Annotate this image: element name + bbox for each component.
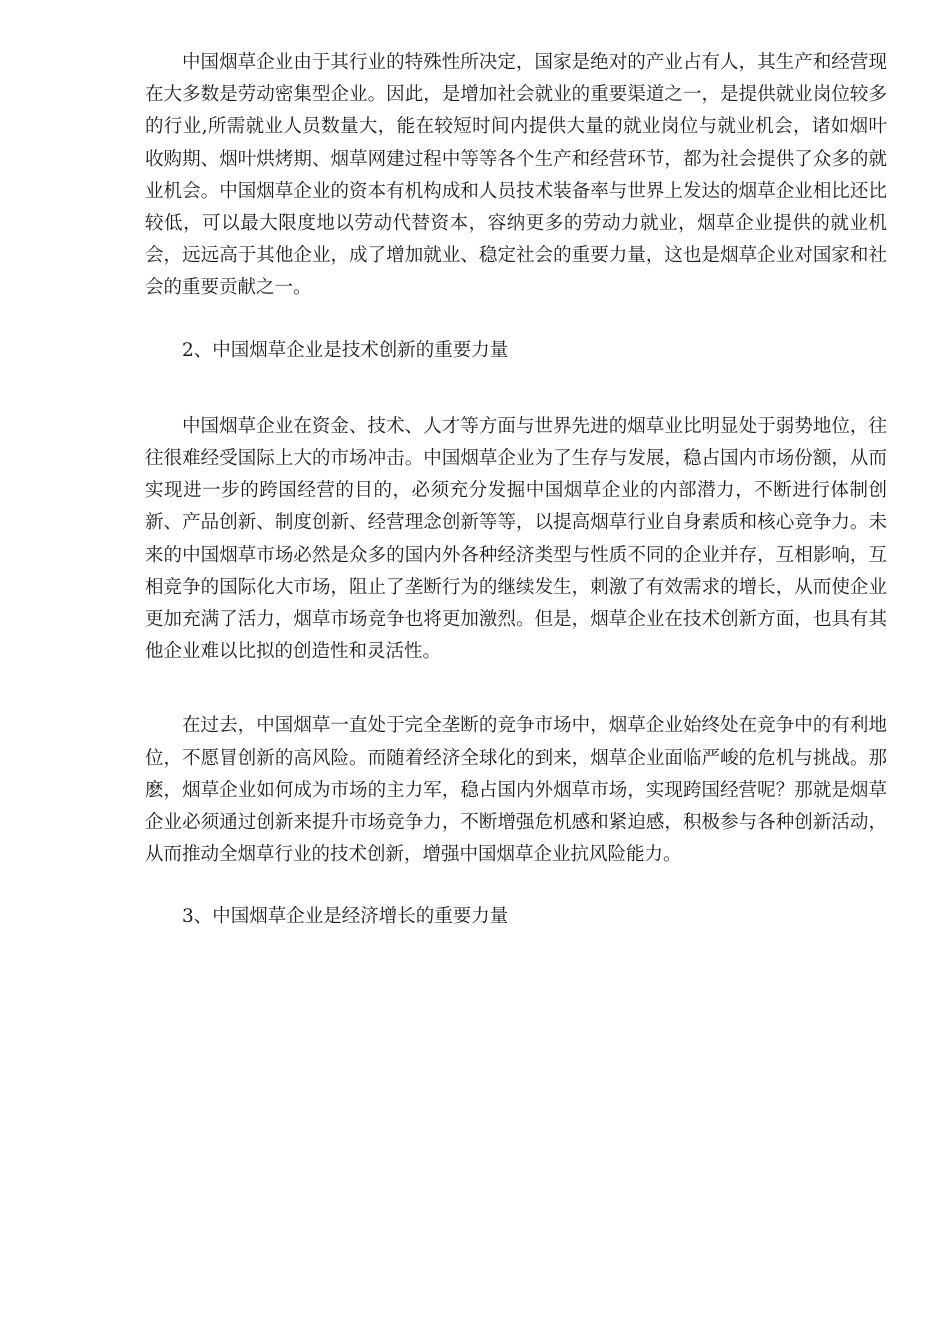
document-body [145,47,887,934]
section-heading-economic-growth: 3、中国烟草企业是经济增长的重要力量 [182,906,509,928]
paragraph-technology-innovation: 中国烟草企业在资金、技术、人才等方面与世界先进的烟草业比明显处于弱势地位，往往很难经受国际上大的市场冲击。中国烟草企业为了生存与发展，稳占国内市场份额，从而实现进一步的跨国经营的目的，必须充分发掘中国烟草企业的内部潜力，不断进行体制创新、产品创新、制度创新、经营理念创新等等，以提高烟草行业自身素质和核心竞争力。未来的中国烟草市场必然是众多的国内外各种经济类型与性质不同的企业并存，互相影响，互相竞争的国际化大市场，阻止了垄断行为的继续发生，刺激了有效需求的增长，从而使企业更加充满了活力，烟草市场竞争也将更加激烈。但是，烟草企业在技术创新方面，也具有其他企业难以比拟的创造性和灵活性。 [145,415,887,663]
paragraph-monopoly-past: 在过去，中国烟草一直处于完全垄断的竞争市场中，烟草企业始终处在竞争中的有利地位，不愿冒创新的高风险。而随着经济全球化的到来，烟草企业面临严峻的危机与挑战。那麽，烟草企业如何成为市场的主力军，稳占国内外烟草市场，实现跨国经营呢？那就是烟草企业必须通过创新来提升市场竞争力，不断增强危机感和紧迫感，积极参与各种创新活动，从而推动全烟草行业的技术创新，增强中国烟草企业抗风险能力。 [145,715,887,866]
section-heading-technology-innovation: 2、中国烟草企业是技术创新的重要力量 [182,339,509,361]
paragraph-employment: 中国烟草企业由于其行业的特殊性所决定，国家是绝对的产业占有人，其生产和经营现在大多数是劳动密集型企业。因此，是增加社会就业的重要渠道之一，是提供就业岗位较多的行业,所需就业人员数量大，能在较短时间内提供大量的就业岗位与就业机会，诸如烟叶收购期、烟叶烘烤期、烟草网建过程中等等各个生产和经营环节，都为社会提供了众多的就业机会。中国烟草企业的资本有机构成和人员技术装备率与世界上发达的烟草企业相比还比较低，可以最大限度地以劳动代替资本，容纳更多的劳动力就业，烟草企业提供的就业机会，远远高于其他企业，成了增加就业、稳定社会的重要力量，这也是烟草企业对国家和社会的重要贡献之一。 [145,52,887,299]
